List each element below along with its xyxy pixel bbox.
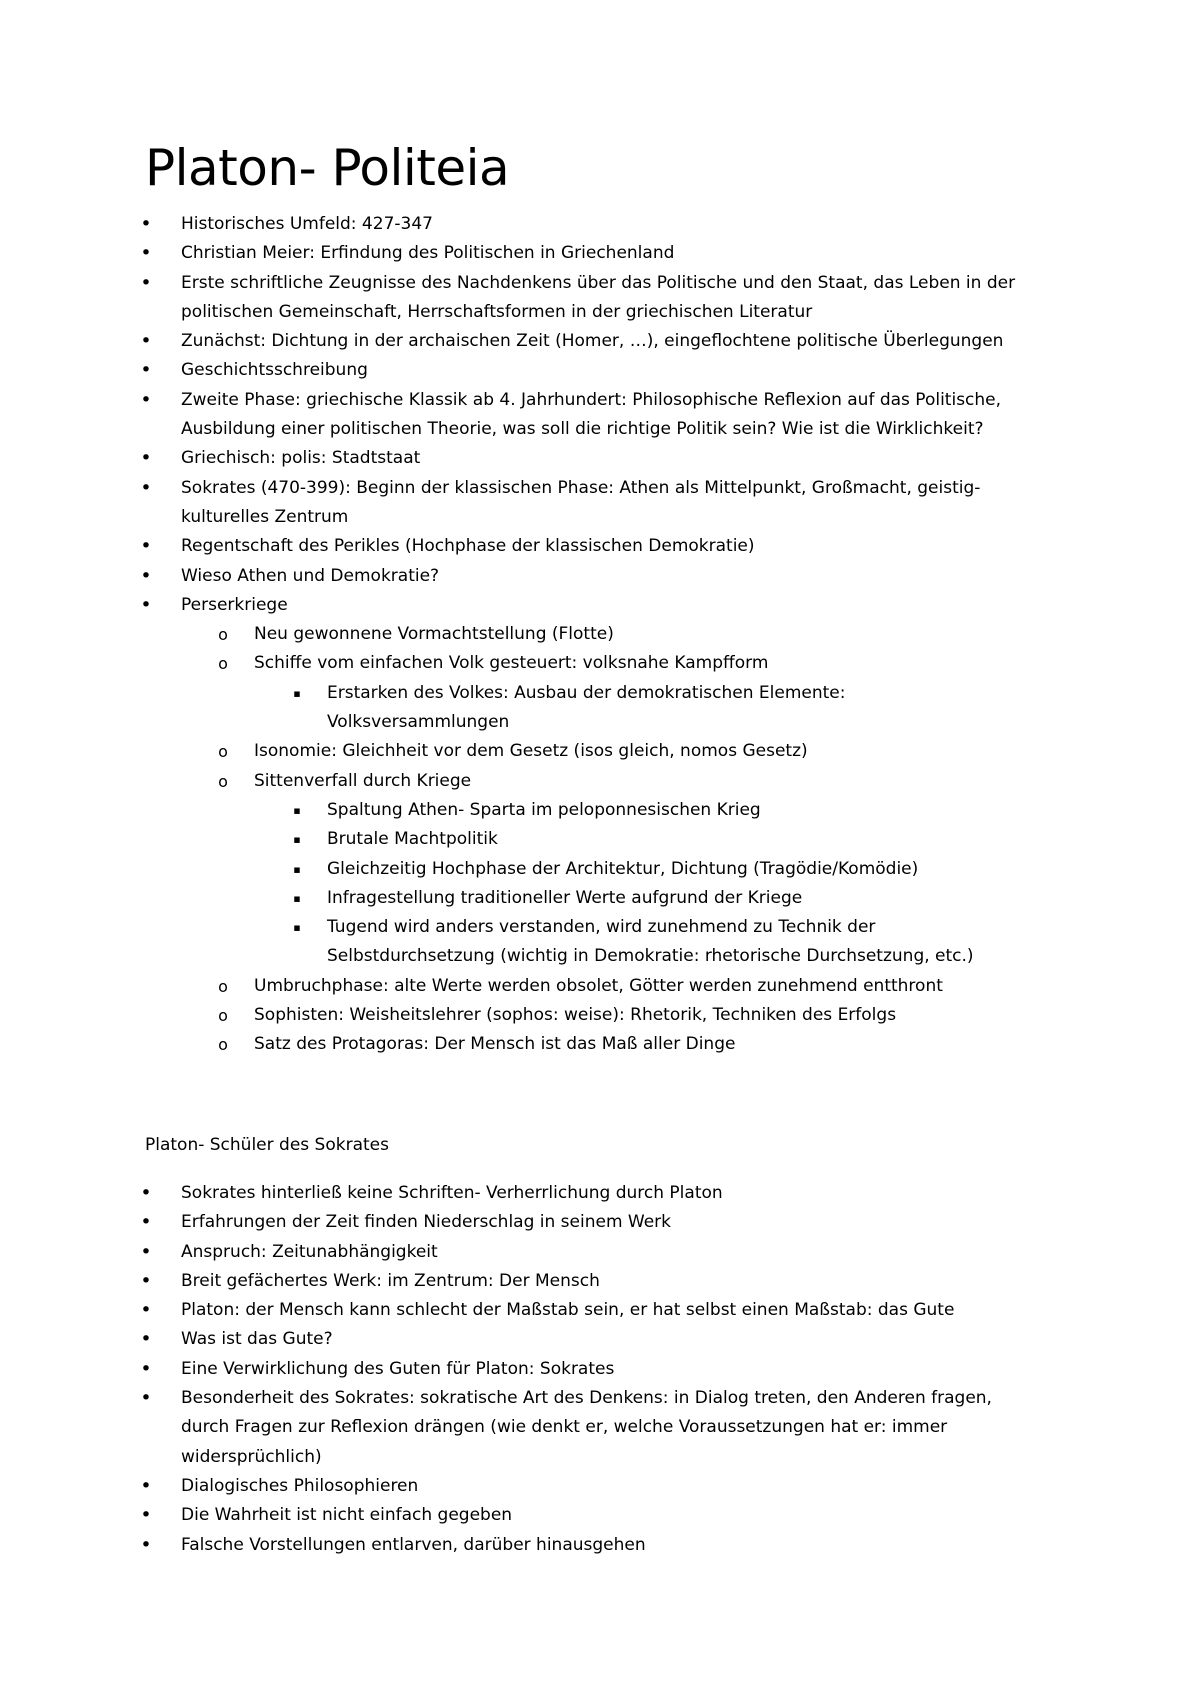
list-item-text: Eine Verwirklichung des Guten für Platon: Sokrates <box>181 1358 615 1379</box>
list-item <box>0 737 1200 766</box>
list-item <box>0 1355 1200 1384</box>
list-item <box>0 620 1200 649</box>
list-item-text: Erfahrungen der Zeit finden Niederschlag in seinem Werk <box>181 1212 672 1233</box>
list-item-text: Zunächst: Dichtung in der archaischen Zeit (Homer, …), eingeflochtene politische Überlegungen <box>181 331 1004 352</box>
list-item <box>0 1238 1200 1267</box>
list-item-text: Selbstdurchsetzung (wichtig in Demokratie: rhetorische Durchsetzung, etc.) <box>327 946 974 967</box>
list-item-text: Ausbildung einer politischen Theorie, was soll die richtige Politik sein? Wie ist die Wirklichkeit? <box>181 419 984 440</box>
list-item <box>0 1384 1200 1472</box>
list-item-text: Regentschaft des Perikles (Hochphase der klassischen Demokratie) <box>181 536 755 557</box>
bullet-marker: • <box>140 1504 152 1527</box>
list-item <box>0 1296 1200 1325</box>
list-item <box>0 767 1200 796</box>
main-bullet-list <box>0 210 1200 1060</box>
list-item <box>0 239 1200 268</box>
list-item-text: Umbruchphase: alte Werte werden obsolet, Götter werden zunehmend entthront <box>254 975 943 996</box>
bullet-marker: • <box>140 1182 152 1204</box>
second-bullet-list <box>0 1179 1200 1560</box>
list-item <box>0 884 1200 913</box>
bullet-marker: • <box>140 476 152 499</box>
bullet-marker: • <box>140 1299 152 1322</box>
list-item <box>0 1531 1200 1560</box>
list-item <box>0 1179 1200 1208</box>
list-item-text: Sokrates hinterließ keine Schriften- Verherrlichung durch Platon <box>181 1183 723 1203</box>
list-item-text: Anspruch: Zeitunabhängigkeit <box>181 1241 438 1262</box>
list-item <box>0 1208 1200 1237</box>
list-item <box>0 356 1200 385</box>
bullet-marker: • <box>140 1533 152 1556</box>
list-item-text: Spaltung Athen- Sparta im peloponnesischen Krieg <box>327 799 761 820</box>
list-item <box>0 1267 1200 1296</box>
list-item <box>0 327 1200 356</box>
circle-marker: o <box>218 654 228 674</box>
list-item-text: Erste schriftliche Zeugnisse des Nachdenkens über das Politische und den Staat, das Leben in der <box>181 272 1016 293</box>
list-item-text: Sokrates (470-399): Beginn der klassischen Phase: Athen als Mittelpunkt, Großmacht, geistig- <box>181 477 981 498</box>
list-item <box>0 825 1200 854</box>
list-item <box>0 913 1200 972</box>
list-item <box>0 444 1200 473</box>
bullet-marker: • <box>140 1240 152 1263</box>
list-item <box>0 855 1200 884</box>
list-item-text: kulturelles Zentrum <box>181 506 349 527</box>
list-item <box>0 386 1200 445</box>
list-item-text: Christian Meier: Erfindung des Politischen in Griechenland <box>181 243 675 264</box>
list-item-text: Schiffe vom einfachen Volk gesteuert: volksnahe Kampfform <box>254 653 769 674</box>
list-item-text: Platon: der Mensch kann schlecht der Maßstab sein, er hat selbst einen Maßstab: das Gute <box>181 1300 955 1321</box>
list-item-text: Griechisch: polis: Stadtstaat <box>181 448 421 469</box>
page-title: Platon- Politeia <box>145 139 510 197</box>
list-item-text: Falsche Vorstellungen entlarven, darüber hinausgehen <box>181 1534 646 1555</box>
list-item-text: Satz des Protagoras: Der Mensch ist das Maß aller Dinge <box>254 1034 736 1055</box>
list-item <box>0 1325 1200 1354</box>
list-item <box>0 474 1200 533</box>
list-item-text: Was ist das Gute? <box>181 1329 333 1350</box>
list-item-text: Sittenverfall durch Kriege <box>254 770 472 791</box>
list-item-text: Gleichzeitig Hochphase der Architektur, Dichtung (Tragödie/Komödie) <box>327 858 919 879</box>
list-item <box>0 1501 1200 1530</box>
list-item-text: Breit gefächertes Werk: im Zentrum: Der Mensch <box>181 1270 600 1291</box>
bullet-marker: • <box>140 359 152 382</box>
list-item-text: Brutale Machtpolitik <box>327 829 498 850</box>
list-item-text: Besonderheit des Sokrates: sokratische Art des Denkens: in Dialog treten, den Anderen fragen, <box>181 1388 992 1409</box>
bullet-marker: • <box>140 1387 152 1410</box>
bullet-marker: • <box>140 213 152 235</box>
list-item <box>0 796 1200 825</box>
circle-marker: o <box>218 742 228 762</box>
list-item <box>0 210 1200 239</box>
bullet-marker: • <box>140 242 152 265</box>
bullet-marker: • <box>140 1328 152 1351</box>
list-item-text: Sophisten: Weisheitslehrer (sophos: weise): Rhetorik, Techniken des Erfolgs <box>254 1005 897 1026</box>
list-item <box>0 972 1200 1001</box>
list-item <box>0 591 1200 620</box>
bullet-marker: • <box>140 271 152 294</box>
section-heading: Platon- Schüler des Sokrates <box>145 1135 389 1155</box>
list-item <box>0 1030 1200 1059</box>
circle-marker: o <box>218 976 228 996</box>
list-item-text: Tugend wird anders verstanden, wird zunehmend zu Technik der <box>327 917 876 938</box>
list-item <box>0 562 1200 591</box>
square-marker: ▪ <box>293 891 301 905</box>
list-item-text: Wieso Athen und Demokratie? <box>181 565 440 586</box>
circle-marker: o <box>218 1006 228 1026</box>
list-item-text: Zweite Phase: griechische Klassik ab 4. Jahrhundert: Philosophische Reflexion auf das Politische, <box>181 389 1002 410</box>
list-item-text: Historisches Umfeld: 427-347 <box>181 214 433 234</box>
list-item-text: Volksversammlungen <box>327 712 510 733</box>
bullet-marker: • <box>140 564 152 587</box>
circle-marker: o <box>218 1035 228 1055</box>
circle-marker: o <box>218 771 228 791</box>
list-item <box>0 679 1200 738</box>
list-item-text: Perserkriege <box>181 594 288 615</box>
bullet-marker: • <box>140 447 152 470</box>
bullet-marker: • <box>140 1269 152 1292</box>
list-item-text: Neu gewonnene Vormachtstellung (Flotte) <box>254 624 614 645</box>
list-item <box>0 649 1200 678</box>
bullet-marker: • <box>140 388 152 411</box>
square-marker: ▪ <box>293 862 301 876</box>
list-item <box>0 532 1200 561</box>
list-item-text: Die Wahrheit ist nicht einfach gegeben <box>181 1505 513 1526</box>
list-item-text: Infragestellung traditioneller Werte aufgrund der Kriege <box>327 887 803 908</box>
list-item-text: Erstarken des Volkes: Ausbau der demokratischen Elemente: <box>327 682 846 703</box>
square-marker: ▪ <box>293 833 301 847</box>
list-item-text: Geschichtsschreibung <box>181 360 368 381</box>
bullet-marker: • <box>140 1474 152 1497</box>
bullet-marker: • <box>140 535 152 558</box>
bullet-marker: • <box>140 1211 152 1234</box>
list-item-text: widersprüchlich) <box>181 1446 322 1467</box>
list-item <box>0 1472 1200 1501</box>
square-marker: ▪ <box>293 921 301 935</box>
list-item-text: Isonomie: Gleichheit vor dem Gesetz (isos gleich, nomos Gesetz) <box>254 741 808 762</box>
bullet-marker: • <box>140 330 152 353</box>
list-item-text: Dialogisches Philosophieren <box>181 1475 419 1496</box>
list-item-text: durch Fragen zur Reflexion drängen (wie denkt er, welche Voraussetzungen hat er: immer <box>181 1417 948 1438</box>
bullet-marker: • <box>140 593 152 616</box>
square-marker: ▪ <box>293 803 301 817</box>
list-item <box>0 1001 1200 1030</box>
square-marker: ▪ <box>293 686 301 700</box>
list-item-text: politischen Gemeinschaft, Herrschaftsformen in der griechischen Literatur <box>181 301 813 322</box>
bullet-marker: • <box>140 1357 152 1380</box>
list-item <box>0 269 1200 328</box>
circle-marker: o <box>218 625 228 645</box>
